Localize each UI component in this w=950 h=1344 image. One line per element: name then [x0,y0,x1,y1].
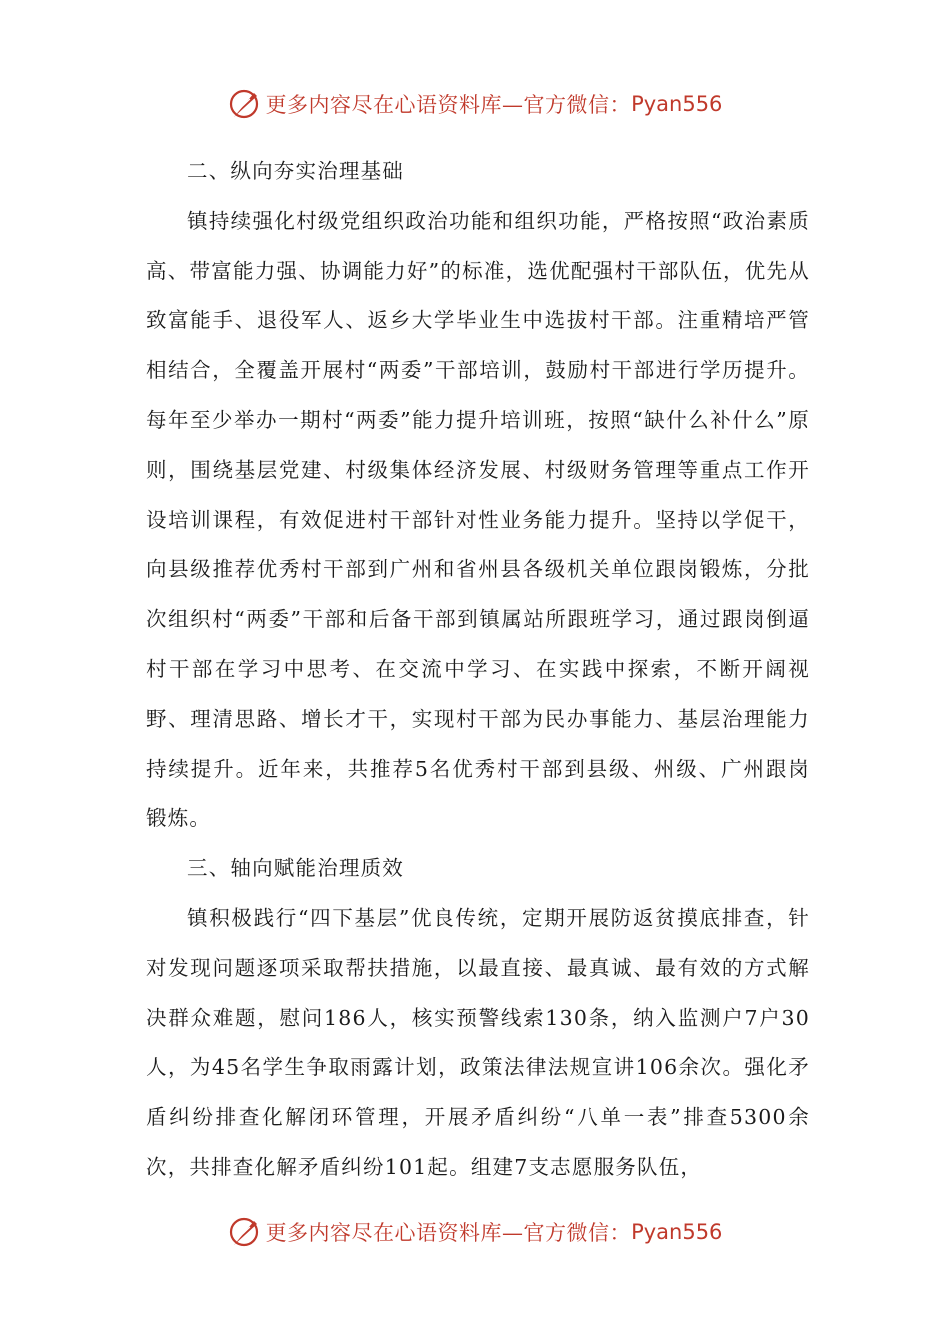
watermark-wechat-id: Pyan556 [631,1220,723,1244]
watermark-wechat-id: Pyan556 [631,92,723,116]
paragraph-1: 镇持续强化村级党组织政治功能和组织功能，严格按照“政治素质高、带富能力强、协调能力好”的标准，选优配强村干部队伍，优先从致富能手、退役军人、返乡大学毕业生中选拔村干部。注重精培严管相结合，全覆盖开展村“两委”干部培训，鼓励村干部进行学历提升。每年至少举办一期村“两委”能力提升培训班，按照“缺什么补什么”原则，围绕基层党建、村级集体经济发展、村级财务管理等重点工作开设培训课程，有效促进村干部针对性业务能力提升。坚持以学促干，向县级推荐优秀村干部到广州和省州县各级机关单位跟岗锻炼，分批次组织村“两委”干部和后备干部到镇属站所跟班学习，通过跟岗倒逼村干部在学习中思考、在交流中学习、在实践中探索，不断开阔视野、理清思路、增长才干，实现村干部为民办事能力、基层治理能力持续提升。近年来，共推荐5名优秀村干部到县级、州级、广州跟岗锻炼。 [146,208,810,831]
header-watermark [0,84,950,124]
watermark-text: 更多内容尽在心语资料库—官方微信： [265,1221,632,1245]
section-heading-3: 三、轴向赋能治理质效 [187,856,404,881]
paragraph-2: 镇积极践行“四下基层”优良传统，定期开展防返贫摸底排查，针对发现问题逐项采取帮扶措施，以最直接、最真诚、最有效的方式解决群众难题，慰问186人，核实预警线索130条，纳入监测户7户30人，为45名学生争取雨露计划，政策法律法规宣讲106余次。强化矛盾纠纷排查化解闭环管理，开展矛盾纠纷“八单一表”排查5300余次，共排查化解矛盾纠纷101起。组建7支志愿服务队伍， [146,905,810,1179]
quill-pen-icon [228,1215,262,1249]
footer-watermark [0,1212,950,1252]
quill-pen-icon [228,87,262,121]
watermark-text: 更多内容尽在心语资料库—官方微信： [265,93,632,117]
document-body [146,147,810,1193]
section-heading-2: 二、纵向夯实治理基础 [187,159,404,183]
